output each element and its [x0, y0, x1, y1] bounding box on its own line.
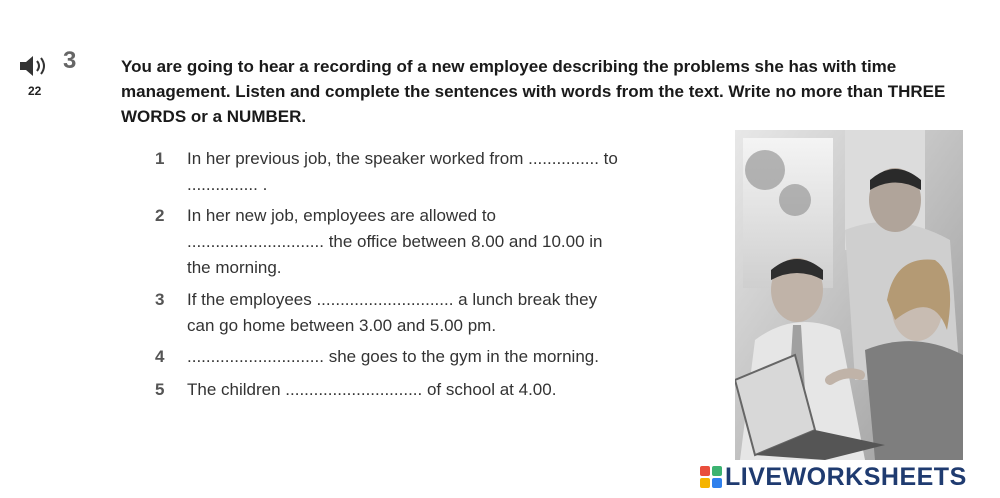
office-team-photo	[735, 130, 963, 460]
question-3	[155, 287, 715, 339]
track-number: 22	[28, 84, 42, 98]
liveworksheets-logo	[700, 462, 967, 492]
question-text: ............................. she goes to the gym in the morning.	[187, 347, 599, 366]
question-number: 1	[155, 149, 165, 168]
question-number: 3	[155, 290, 165, 309]
speaker-icon[interactable]	[18, 53, 52, 79]
question-5	[155, 377, 715, 403]
question-number: 4	[155, 347, 165, 366]
instructions: You are going to hear a recording of a new employee describing the problems she has with time management. Listen and complete the sentences with words from the text. Write no more than THREE WORDS or a NUMBER.	[121, 57, 946, 126]
question-text: In her previous job, the speaker worked from ............... to ............... .	[187, 149, 618, 194]
question-number: 5	[155, 380, 165, 399]
question-text: In her new job, employees are allowed to ............................. the office between 8.00 and 10.00 in the morning.	[187, 206, 603, 277]
question-text: If the employees ............................. a lunch break they can go home between 3.00 and 5.00 pm.	[187, 290, 598, 335]
question-1	[155, 146, 715, 198]
logo-text: LIVEWORKSHEETS	[725, 462, 967, 491]
question-2	[155, 203, 715, 281]
question-text: The children ............................. of school at 4.00.	[187, 380, 557, 399]
exercise-number: 3	[63, 47, 77, 74]
logo-mark-icon	[700, 466, 722, 488]
question-4	[155, 344, 715, 370]
question-number: 2	[155, 206, 165, 225]
